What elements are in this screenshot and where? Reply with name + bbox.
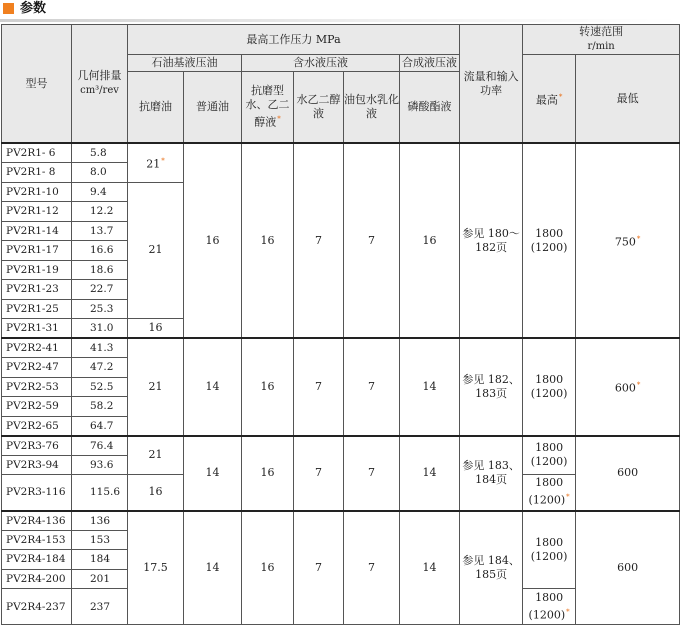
speed-max-cell: 1800 (1200) [523,436,576,475]
header-model: 型号 [2,25,72,144]
aw-glycol-cell: 16 [242,143,294,338]
model-cell: PV2R1- 8 [2,163,72,183]
header-antiwear: 抗磨油 [128,72,184,144]
model-cell: PV2R1-14 [2,221,72,241]
model-cell: PV2R1-23 [2,280,72,300]
aw-glycol-cell: 16 [242,436,294,511]
model-cell: PV2R1-10 [2,182,72,202]
displacement-cell: 184 [72,550,128,570]
displacement-cell: 136 [72,511,128,531]
section-rule [0,19,680,22]
model-cell: PV2R3-116 [2,475,72,511]
displacement-cell: 52.5 [72,377,128,397]
emulsion-cell: 7 [344,143,400,338]
model-cell: PV2R4-153 [2,530,72,550]
displacement-cell: 58.2 [72,397,128,417]
header-water-glycol: 水乙二醇液 [294,72,344,144]
header-antiwear-water-glycol: 抗磨型水、乙二醇液* [242,72,294,144]
phosphate-cell: 14 [400,511,460,625]
model-cell: PV2R4-136 [2,511,72,531]
aw-glycol-cell: 16 [242,511,294,625]
header-speed-range: 转速范围 r/min [523,25,680,55]
displacement-cell: 41.3 [72,338,128,358]
section-header [0,0,680,20]
model-cell: PV2R1-17 [2,241,72,261]
displacement-cell: 115.6 [72,475,128,511]
aw-glycol-cell: 16 [242,338,294,436]
model-cell: PV2R1-12 [2,202,72,222]
displacement-cell: 5.8 [72,143,128,163]
speed-max-cell: 1800 (1200)* [523,475,576,511]
displacement-cell: 16.6 [72,241,128,261]
speed-max-cell: 1800 (1200)* [523,589,576,625]
header-max-pressure: 最高工作压力 MPa [128,25,460,55]
section-title: 参数 [20,1,47,16]
model-cell: PV2R2-41 [2,338,72,358]
antiwear-cell: 21 [128,182,184,319]
displacement-cell: 201 [72,569,128,589]
glycol-cell: 7 [294,143,344,338]
flow-ref-cell: 参见 182、183页 [460,338,523,436]
normal-cell: 14 [184,436,242,511]
table-row [2,338,680,358]
model-cell: PV2R2-65 [2,416,72,436]
parameter-table [1,24,680,625]
normal-cell: 14 [184,511,242,625]
speed-max-cell: 1800 (1200) [523,143,576,338]
speed-max-cell: 1800 (1200) [523,511,576,589]
header-emulsion: 油包水乳化液 [344,72,400,144]
header-phosphate: 磷酸酯液 [400,72,460,144]
antiwear-cell: 16 [128,319,184,339]
header-speed-min: 最低 [576,55,680,144]
phosphate-cell: 14 [400,436,460,511]
displacement-cell: 31.0 [72,319,128,339]
glycol-cell: 7 [294,338,344,436]
displacement-cell: 8.0 [72,163,128,183]
flow-ref-cell: 参见 183、184页 [460,436,523,511]
header-flow-power: 流量和输入功率 [460,25,523,144]
model-cell: PV2R2-47 [2,358,72,378]
antiwear-cell: 21 [128,338,184,436]
model-cell: PV2R3-76 [2,436,72,456]
speed-min-cell: 600 [576,511,680,625]
table-row [2,511,680,531]
antiwear-cell: 21* [128,143,184,182]
header-speed-max: 最高* [523,55,576,144]
displacement-cell: 13.7 [72,221,128,241]
emulsion-cell: 7 [344,338,400,436]
model-cell: PV2R4-237 [2,589,72,625]
header-water-fluid: 含水液压液 [242,55,400,72]
antiwear-cell: 16 [128,475,184,511]
model-cell: PV2R1-31 [2,319,72,339]
displacement-cell: 64.7 [72,416,128,436]
table-row [2,436,680,456]
displacement-cell: 18.6 [72,260,128,280]
emulsion-cell: 7 [344,511,400,625]
model-cell: PV2R4-184 [2,550,72,570]
header-mineral-oil: 石油基液压油 [128,55,242,72]
displacement-cell: 76.4 [72,436,128,456]
glycol-cell: 7 [294,436,344,511]
displacement-cell: 9.4 [72,182,128,202]
model-cell: PV2R3-94 [2,455,72,475]
model-cell: PV2R4-200 [2,569,72,589]
header-synthetic-fluid: 合成液压液 [400,55,460,72]
emulsion-cell: 7 [344,436,400,511]
table-row [2,143,680,163]
glycol-cell: 7 [294,511,344,625]
flow-ref-cell: 参见 180～182页 [460,143,523,338]
model-cell: PV2R1-25 [2,299,72,319]
phosphate-cell: 16 [400,143,460,338]
header-normal: 普通油 [184,72,242,144]
model-cell: PV2R2-59 [2,397,72,417]
displacement-cell: 93.6 [72,455,128,475]
displacement-cell: 12.2 [72,202,128,222]
section-marker-icon [3,3,14,14]
normal-cell: 14 [184,338,242,436]
header-displacement: 几何排量 cm³/rev [72,25,128,144]
model-cell: PV2R1- 6 [2,143,72,163]
model-cell: PV2R2-53 [2,377,72,397]
displacement-cell: 25.3 [72,299,128,319]
speed-min-cell: 600* [576,338,680,436]
displacement-cell: 237 [72,589,128,625]
normal-cell: 16 [184,143,242,338]
flow-ref-cell: 参见 184、185页 [460,511,523,625]
speed-min-cell: 600 [576,436,680,511]
antiwear-cell: 17.5 [128,511,184,625]
speed-max-cell: 1800 (1200) [523,338,576,436]
displacement-cell: 153 [72,530,128,550]
displacement-cell: 47.2 [72,358,128,378]
displacement-cell: 22.7 [72,280,128,300]
speed-min-cell: 750* [576,143,680,338]
phosphate-cell: 14 [400,338,460,436]
antiwear-cell: 21 [128,436,184,475]
model-cell: PV2R1-19 [2,260,72,280]
